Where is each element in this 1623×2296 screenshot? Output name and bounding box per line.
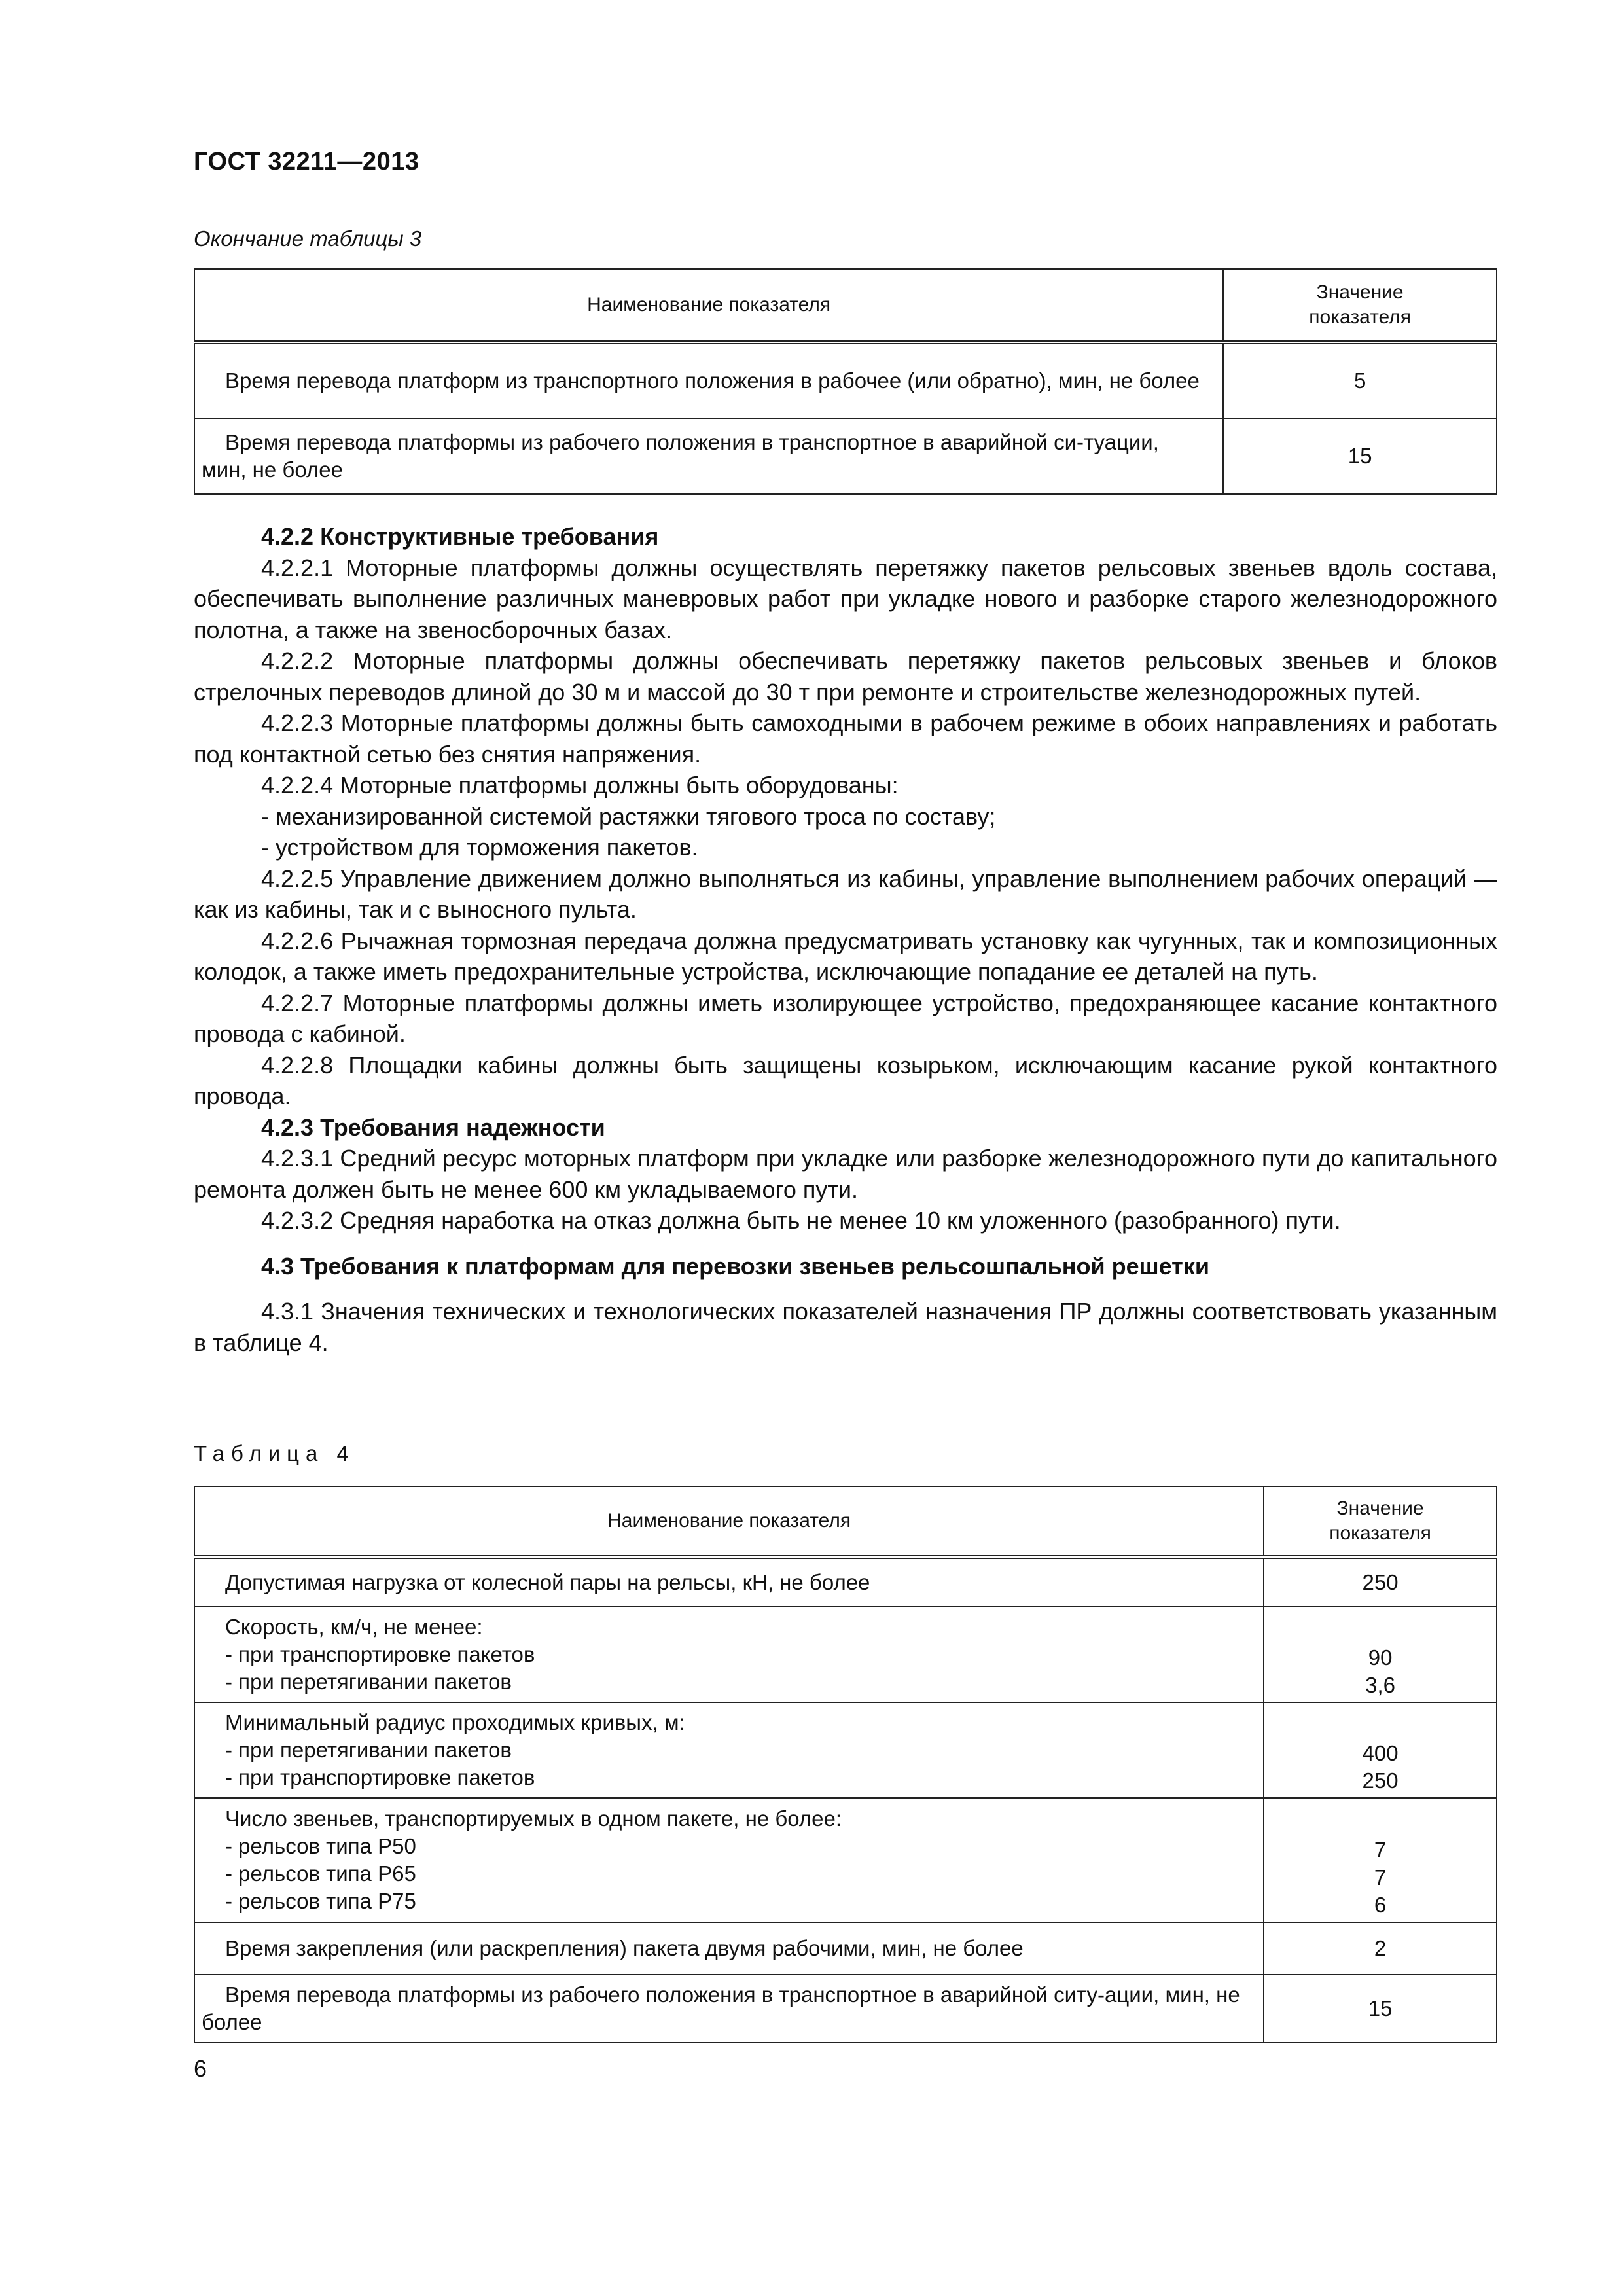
table4-row5-name (194, 1922, 1264, 1975)
paragraph-4-2-2-6: 4.2.2.6 Рычажная тормозная передача должна предусматривать установку как чугунных, так и композиционных колодок, а также иметь предохранительные устройства, исключающие попадание ее деталей на путь. (194, 927, 1497, 985)
paragraph-4-2-2-2: 4.2.2.2 Моторные платформы должны обеспечивать перетяжку пакетов рельсовых звеньев и блоков стрелочных переводов длиной до 30 м и массой до 30 т при ремонте и строительстве железнодорожных путей. (194, 647, 1497, 706)
table4-row3-value2: 250 (1362, 1768, 1399, 1793)
table4-row2-sub1: - при транспортировке пакетов (225, 1642, 535, 1666)
document-header: ГОСТ 32211—2013 (194, 148, 419, 175)
table4-row2-value2: 3,6 (1365, 1673, 1396, 1697)
table3 (194, 268, 1497, 495)
table4-row6-value: 15 (1264, 1975, 1497, 2043)
table4-row2-values (1264, 1607, 1497, 1702)
table4-row4-name (194, 1798, 1264, 1922)
paragraph-4-2-2-4: 4.2.2.4 Моторные платформы должны быть оборудованы: (261, 772, 899, 798)
table4-row1-value: 250 (1264, 1557, 1497, 1607)
table4-row4-sub2: - рельсов типа Р65 (225, 1861, 416, 1886)
paragraph-4-2-2-8: 4.2.2.8 Площадки кабины должны быть защищены козырьком, исключающим касание рукой контактного провода. (194, 1051, 1497, 1109)
table4-row4-name-text: Число звеньев, транспортируемых в одном пакете, не более: (225, 1806, 842, 1831)
table4-row2-name (194, 1607, 1264, 1702)
table-row (194, 1975, 1497, 2043)
table4-row6-name (194, 1975, 1264, 2043)
table3-continuation-caption: Окончание таблицы 3 (194, 226, 422, 251)
table-row (194, 342, 1497, 418)
page-number: 6 (194, 2055, 207, 2082)
table4-row3-value1: 400 (1362, 1741, 1399, 1765)
table4 (194, 1486, 1497, 2043)
list-item: - устройством для торможения пакетов. (261, 834, 698, 861)
section-4-2-2-title: 4.2.2 Конструктивные требования (261, 523, 659, 550)
table4-row3-name-text: Минимальный радиус проходимых кривых, м: (225, 1710, 685, 1734)
table-row (194, 418, 1497, 494)
table-row (194, 1607, 1497, 1702)
table-row (194, 1557, 1497, 1607)
table4-header-value-text: Значение показателя (1329, 1498, 1431, 1544)
table4-row3-sub2: - при транспортировке пакетов (225, 1765, 535, 1789)
main-text (194, 521, 1497, 1358)
table4-header-value (1264, 1486, 1497, 1557)
table3-row1-name (194, 342, 1223, 418)
table3-row2-name-text: Время перевода платформы из рабочего положения в транспортное в аварийной си-туации, мин, не более (202, 430, 1159, 482)
table4-header-name: Наименование показателя (194, 1486, 1264, 1557)
paragraph-4-2-2-7: 4.2.2.7 Моторные платформы должны иметь изолирующее устройство, предохраняющее касание контактного провода с кабиной. (194, 989, 1497, 1047)
table3-row2-value: 15 (1223, 418, 1497, 494)
table3-header-name: Наименование показателя (194, 269, 1223, 342)
table4-row3-sub1: - при перетягивании пакетов (225, 1738, 512, 1762)
table3-row1-value: 5 (1223, 342, 1497, 418)
table4-row4-sub3: - рельсов типа Р75 (225, 1889, 416, 1913)
paragraph-4-2-3-2: 4.2.3.2 Средняя наработка на отказ должна быть не менее 10 км уложенного (разобранного) пути. (261, 1207, 1341, 1234)
paragraph-4-2-3-1: 4.2.3.1 Средний ресурс моторных платформ при укладке или разборке железнодорожного пути до капитального ремонта должен быть не менее 600 км укладываемого пути. (194, 1145, 1497, 1203)
paragraph-4-2-2-3: 4.2.2.3 Моторные платформы должны быть самоходными в рабочем режиме в обоих направлениях и работать под контактной сетью без снятия напряжения. (194, 709, 1497, 768)
table3-row1-name-text: Время перевода платформ из транспортного положения в рабочее (или обратно), мин, не более (225, 368, 1200, 393)
table3-row2-name (194, 418, 1223, 494)
paragraph-4-2-2-1: 4.2.2.1 Моторные платформы должны осуществлять перетяжку пакетов рельсовых звеньев вдоль состава, обеспечивать выполнение различных маневровых работ при укладке нового и разборке старого железнодорожного полотна, а также на звеносборочных базах. (194, 554, 1497, 643)
list-item: - механизированной системой растяжки тягового троса по составу; (261, 802, 996, 830)
table-row (194, 1798, 1497, 1922)
paragraph-4-2-2-5: 4.2.2.5 Управление движением должно выполняться из кабины, управление выполнением рабочих операций — как из кабины, так и с выносного пульта. (194, 865, 1497, 923)
table4-row4-sub1: - рельсов типа Р50 (225, 1834, 416, 1858)
table-row (194, 1922, 1497, 1975)
table4-row5-name-text: Время закрепления (или раскрепления) пакета двумя рабочими, мин, не более (225, 1936, 1024, 1960)
table4-row2-name-text: Скорость, км/ч, не менее: (225, 1615, 483, 1639)
table4-row2-sub2: - при перетягивании пакетов (225, 1670, 512, 1694)
section-4-3-title: 4.3 Требования к платформам для перевозки звеньев рельсошпальной решетки (261, 1252, 1209, 1280)
table4-row6-name-text: Время перевода платформы из рабочего положения в транспортное в аварийной ситу-ации, мин, не более (202, 1982, 1240, 2034)
table4-row1-name (194, 1557, 1264, 1607)
table4-row4-values (1264, 1798, 1497, 1922)
table3-header-value (1223, 269, 1497, 342)
table4-row5-value: 2 (1264, 1922, 1497, 1975)
table4-row3-name (194, 1702, 1264, 1798)
table4-row4-value1: 7 (1374, 1838, 1387, 1862)
paragraph-4-3-1: 4.3.1 Значения технических и технологических показателей назначения ПР должны соответствовать указанным в таблице 4. (194, 1298, 1497, 1356)
table4-caption: Таблица 4 (194, 1441, 355, 1465)
table-row (194, 1702, 1497, 1798)
table4-row2-value1: 90 (1368, 1645, 1393, 1670)
table4-row4-value2: 7 (1374, 1865, 1387, 1890)
table4-row1-name-text: Допустимая нагрузка от колесной пары на рельсы, кН, не более (225, 1570, 870, 1594)
table4-row4-value3: 6 (1374, 1893, 1387, 1917)
section-4-2-3-title: 4.2.3 Требования надежности (261, 1113, 605, 1141)
table4-row3-values (1264, 1702, 1497, 1798)
table3-header-value-text: Значение показателя (1309, 281, 1411, 328)
